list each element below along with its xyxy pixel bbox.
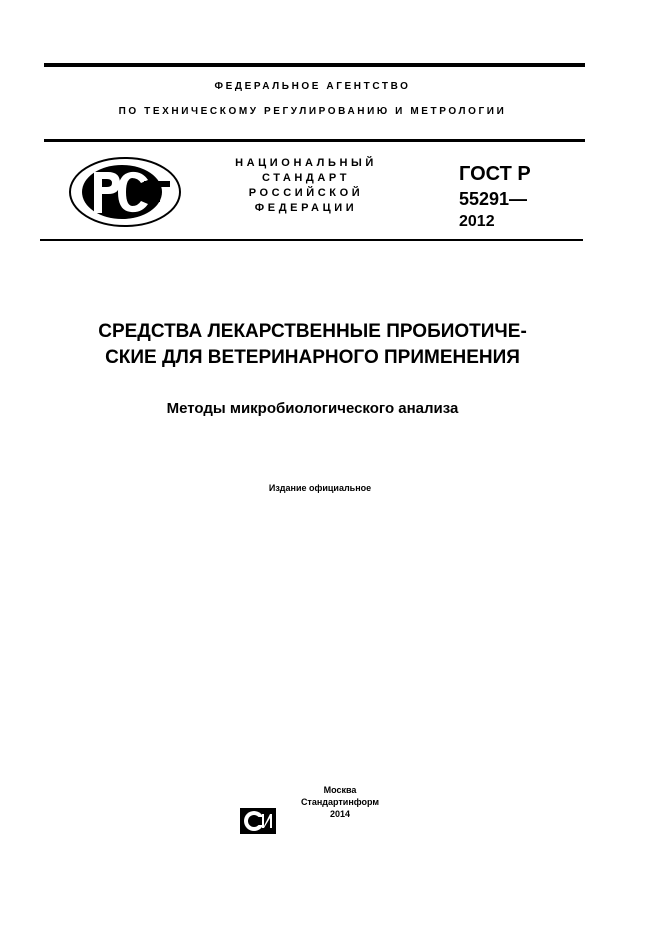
top-rule bbox=[44, 63, 585, 67]
imprint-year: 2014 bbox=[329, 809, 351, 819]
standard-rule bbox=[40, 239, 583, 241]
agency-line-2: ПО ТЕХНИЧЕСКОМУ РЕГУЛИРОВАНИЮ И МЕТРОЛОГИИ bbox=[118, 106, 507, 117]
gost-year: 2012 bbox=[459, 213, 495, 230]
standard-type-line-3: РОССИЙСКОЙ bbox=[248, 187, 364, 199]
imprint-publisher: Стандартинформ bbox=[300, 797, 380, 807]
document-subtitle: Методы микробиологического анализа bbox=[166, 400, 459, 417]
agency-line-1: ФЕДЕРАЛЬНОЕ АГЕНТСТВО bbox=[214, 81, 411, 92]
edition-note: Издание официальное bbox=[268, 483, 372, 493]
document-title-line-2: СКИЕ ДЛЯ ВЕТЕРИНАРНОГО ПРИМЕНЕНИЯ bbox=[105, 347, 520, 368]
document-title-line-1: СРЕДСТВА ЛЕКАРСТВЕННЫЕ ПРОБИОТИЧЕ- bbox=[98, 321, 527, 342]
gost-code: ГОСТ Р bbox=[459, 163, 531, 185]
standard-type-line-1: НАЦИОНАЛЬНЫЙ bbox=[235, 157, 377, 169]
imprint-city: Москва bbox=[323, 785, 357, 795]
standartinform-logo-icon bbox=[238, 806, 278, 836]
rst-emblem-icon bbox=[68, 156, 182, 228]
standard-type-line-2: СТАНДАРТ bbox=[261, 172, 351, 184]
header-rule bbox=[44, 139, 585, 142]
gost-number: 55291— bbox=[459, 189, 528, 209]
standard-type-line-4: ФЕДЕРАЦИИ bbox=[254, 202, 358, 214]
